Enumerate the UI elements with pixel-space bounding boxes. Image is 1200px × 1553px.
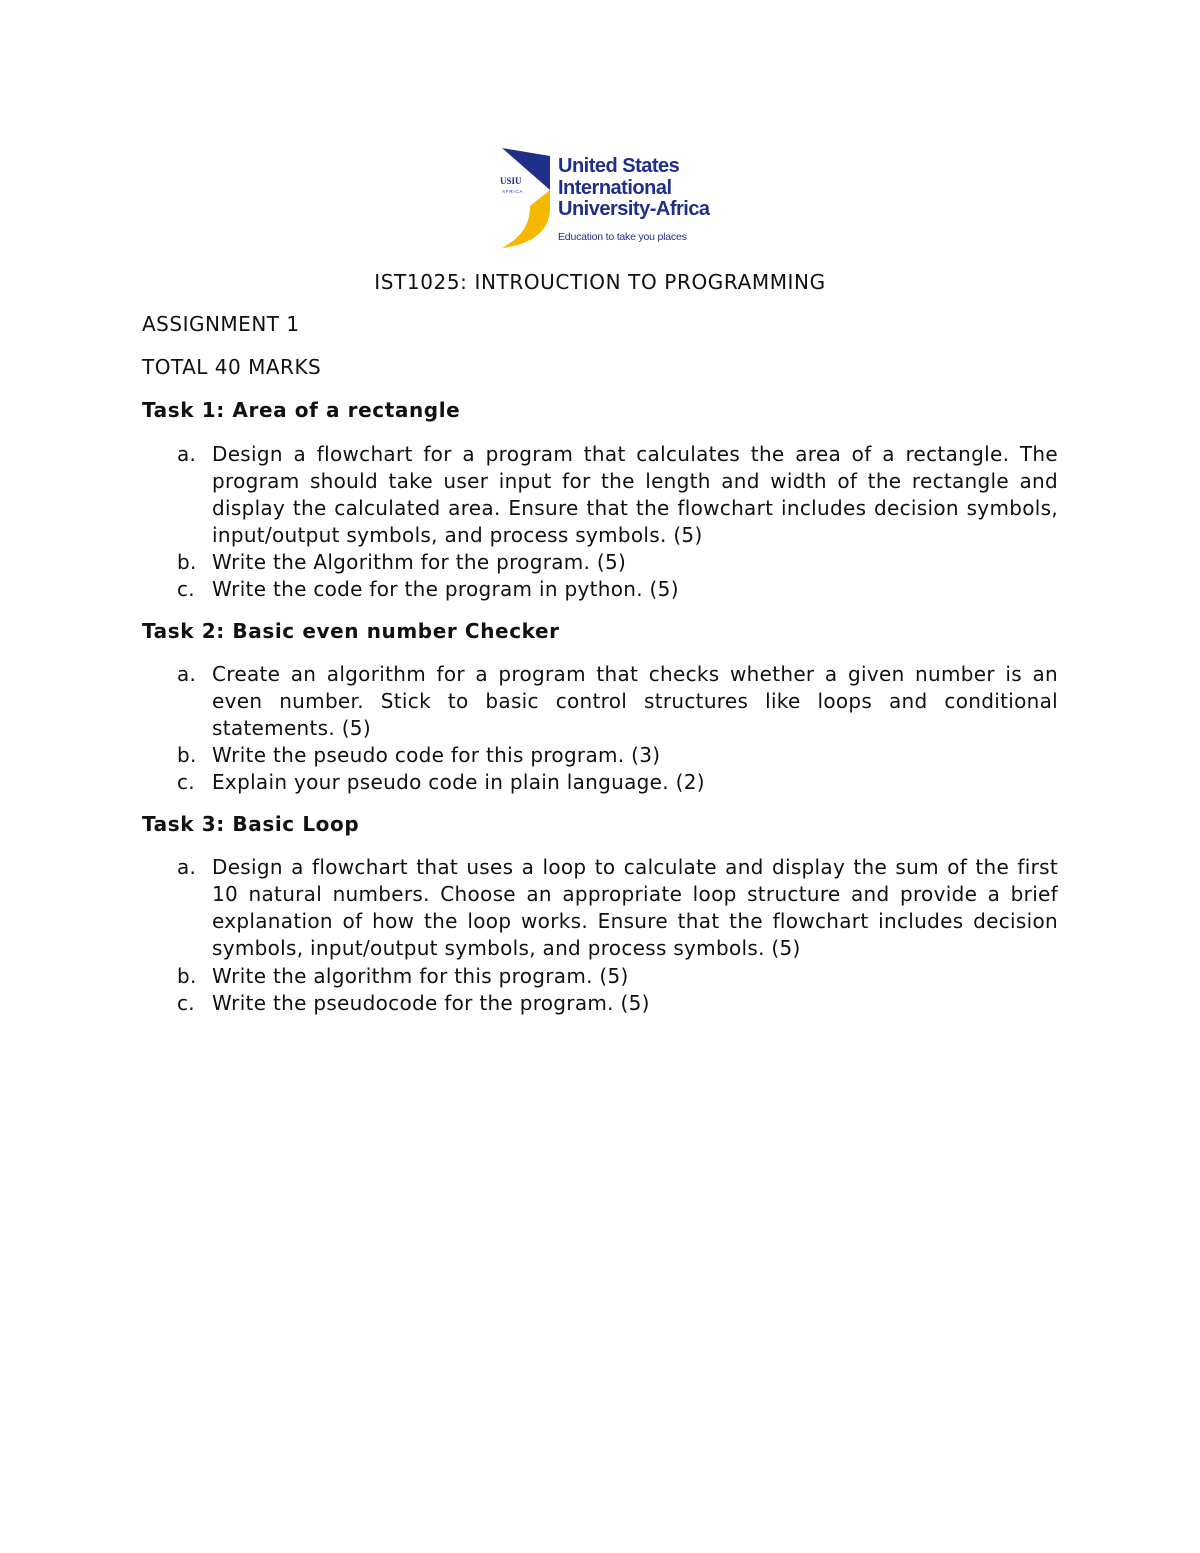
task-2-item-c (142, 769, 1058, 796)
course-title: IST1025: INTROUCTION TO PROGRAMMING (374, 270, 826, 294)
list-item-text: Create an algorithm for a program that checks whether a given number is an even number. Stick to basic control structures like loops and conditional statements. (5) (212, 662, 1058, 740)
svg-text:AFRICA: AFRICA (502, 189, 524, 194)
task-2-item-b (142, 742, 1058, 769)
list-marker: a. (177, 855, 197, 879)
list-marker: c. (177, 991, 195, 1015)
list-marker: b. (177, 964, 197, 988)
task-2-item-a (142, 661, 1058, 742)
task-3-item-a (142, 854, 1058, 962)
list-item-text: Write the Algorithm for the program. (5) (212, 550, 627, 574)
list-item-text: Write the code for the program in python. (5) (212, 577, 679, 601)
list-marker: a. (177, 662, 197, 686)
task-1-item-a (142, 441, 1058, 549)
task-3-heading: Task 3: Basic Loop (142, 812, 360, 836)
list-item-text: Write the algorithm for this program. (5) (212, 964, 629, 988)
usiu-emblem-icon (498, 146, 554, 250)
task-3-item-b (142, 963, 1058, 990)
list-marker: c. (177, 770, 195, 794)
list-marker: c. (177, 577, 195, 601)
university-name-line-2: International (558, 176, 672, 199)
university-logo (498, 146, 708, 250)
task-1-item-b (142, 549, 1058, 576)
assignment-label: ASSIGNMENT 1 (142, 312, 300, 336)
list-item-text: Explain your pseudo code in plain language. (2) (212, 770, 705, 794)
list-item-text: Write the pseudocode for the program. (5) (212, 991, 650, 1015)
list-item-text: Design a flowchart for a program that calculates the area of a rectangle. The program should take user input for the length and width of the rectangle and display the calculated area. Ensure that the flowchart includes decision symbols, input/output symbols, and process symbols. (5) (212, 442, 1058, 547)
university-name-line-3: University-Africa (558, 198, 710, 220)
university-name (558, 156, 710, 221)
list-marker: b. (177, 743, 197, 767)
svg-text:USIU: USIU (500, 176, 522, 186)
task-1-heading: Task 1: Area of a rectangle (142, 398, 461, 422)
task-3-item-c (142, 990, 1058, 1017)
task-2-heading: Task 2: Basic even number Checker (142, 619, 560, 643)
university-name-line-1: United States (558, 155, 680, 177)
list-item-text: Write the pseudo code for this program. (3) (212, 743, 661, 767)
task-1-item-c (142, 576, 1058, 603)
total-marks: TOTAL 40 MARKS (142, 355, 322, 379)
list-marker: b. (177, 550, 197, 574)
university-tagline: Education to take you places (558, 231, 687, 243)
list-marker: a. (177, 442, 197, 466)
list-item-text: Design a flowchart that uses a loop to calculate and display the sum of the first 10 natural numbers. Choose an appropriate loop structure and provide a brief explanation of how the loop works. Ensure that the flowchart includes decision symbols, input/output symbols, and process symbols. (5) (212, 855, 1058, 960)
